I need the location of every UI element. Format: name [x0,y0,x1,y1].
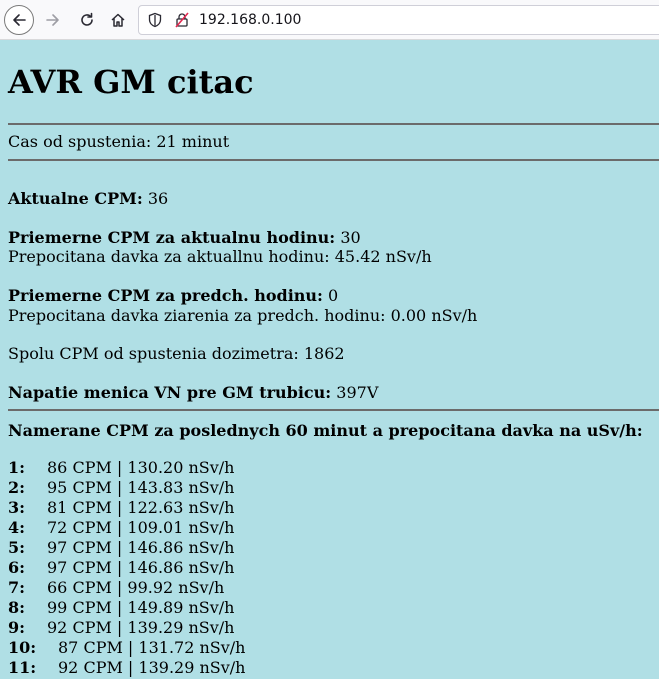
divider [8,409,659,411]
minutes-list [8,458,245,678]
avg-hour-value: 30 [340,228,361,247]
minute-value: 92 CPM | 139.29 nSv/h [47,618,235,637]
minute-number: 8: [8,598,26,617]
minute-number: 1: [8,458,26,477]
avg-prev-label: Priemerne CPM za predch. hodinu: [8,286,323,305]
voltage [8,383,378,403]
list-item [8,518,245,538]
total-cpm-text: Spolu CPM od spustenia dozimetra: 1862 [8,344,345,363]
avg-hour-cpm [8,228,361,248]
reload-button[interactable] [72,5,102,35]
minute-number: 2: [8,478,26,497]
minute-number: 10: [8,638,37,657]
voltage-label: Napatie menica VN pre GM trubicu: [8,383,332,402]
arrow-left-icon [11,12,27,28]
divider [8,123,659,125]
reload-icon [79,12,95,28]
minute-number: 7: [8,578,26,597]
minute-value: 92 CPM | 139.29 nSv/h [58,658,246,677]
list-item [8,618,245,638]
minute-number: 3: [8,498,26,517]
minute-value: 66 CPM | 99.92 nSv/h [47,578,225,597]
url-bar[interactable] [138,5,659,35]
minute-value: 86 CPM | 130.20 nSv/h [47,458,235,477]
home-icon [110,12,126,28]
list-item [8,598,245,618]
list-item [8,538,245,558]
minute-number: 5: [8,538,26,557]
list-item [8,578,245,598]
minute-value: 99 CPM | 149.89 nSv/h [47,598,235,617]
minute-number: 4: [8,518,26,537]
list-item [8,558,245,578]
list-item [8,478,245,498]
shield-icon[interactable] [147,12,163,28]
page-content [0,40,659,679]
divider [8,159,659,161]
back-button[interactable] [4,5,34,35]
page-title: AVR GM citac [8,63,254,101]
uptime-text: Cas od spustenia: 21 minut [8,132,230,151]
avg-prev-value: 0 [328,286,339,305]
arrow-right-icon [45,12,61,28]
minute-value: 97 CPM | 146.86 nSv/h [47,558,235,577]
minute-value: 72 CPM | 109.01 nSv/h [47,518,235,537]
minute-value: 87 CPM | 131.72 nSv/h [58,638,246,657]
current-cpm-value: 36 [147,189,169,208]
list-item [8,658,245,678]
voltage-value: 397V [336,383,379,402]
minutes-heading: Namerane CPM za poslednych 60 minut a prepocitana davka na uSv/h: [8,421,643,440]
minute-value: 95 CPM | 143.83 nSv/h [47,478,235,497]
avg-prev-cpm [8,286,338,306]
browser-toolbar [0,0,659,40]
minute-number: 6: [8,558,26,577]
current-cpm [8,189,168,209]
minute-value: 81 CPM | 122.63 nSv/h [47,498,235,517]
url-text[interactable]: 192.168.0.100 [199,12,302,28]
dose-prev-text: Prepocitana davka ziarenia za predch. hodinu: 0.00 nSv/h [8,306,478,325]
home-button[interactable] [103,5,133,35]
insecure-connection-icon[interactable] [174,12,190,28]
dose-hour-text: Prepocitana davka za aktuallnu hodinu: 45.42 nSv/h [8,247,432,266]
list-item [8,638,245,658]
minute-number: 9: [8,618,26,637]
avg-hour-label: Priemerne CPM za aktualnu hodinu: [8,228,336,247]
minute-number: 11: [8,658,37,677]
forward-button[interactable] [38,5,68,35]
list-item [8,458,245,478]
current-cpm-label: Aktualne CPM: [8,189,143,208]
minute-value: 97 CPM | 146.86 nSv/h [47,538,235,557]
list-item [8,498,245,518]
